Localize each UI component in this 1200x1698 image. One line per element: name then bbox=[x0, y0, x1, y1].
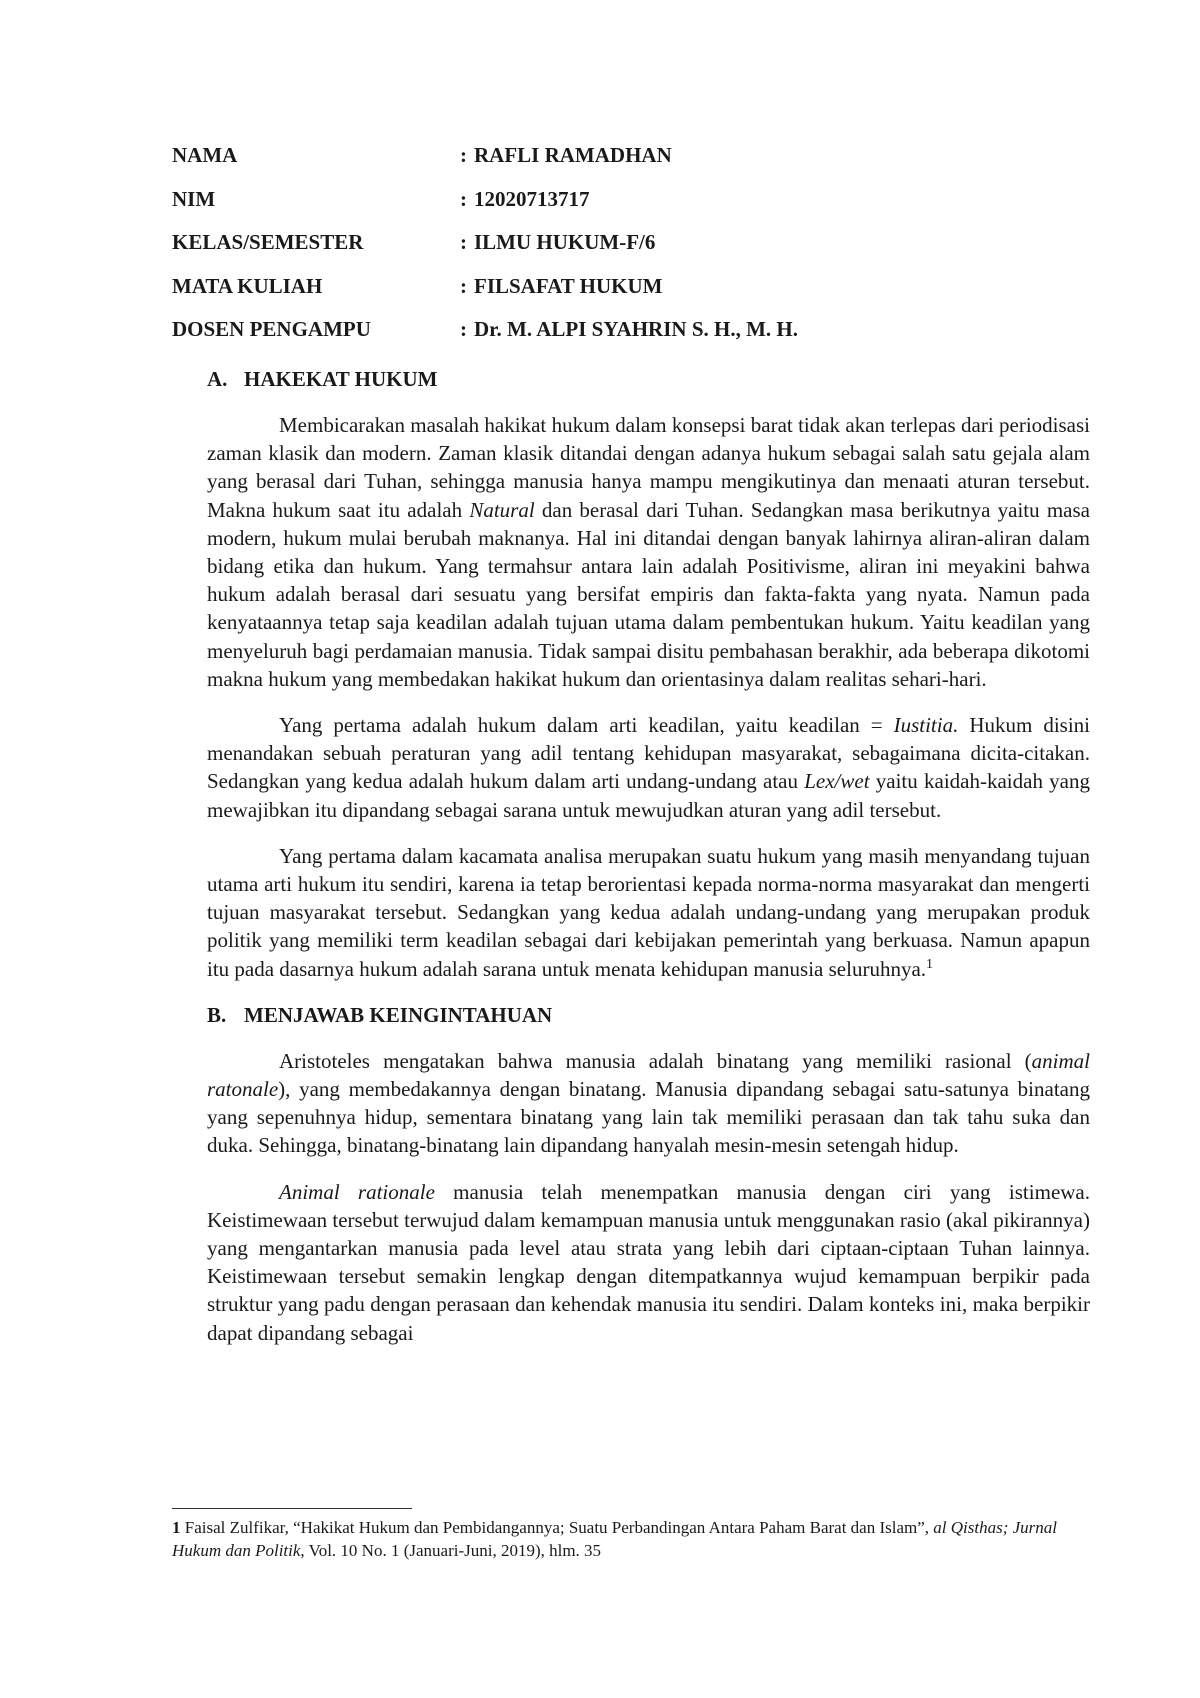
italic-term: Animal rationale bbox=[279, 1179, 435, 1204]
info-row-nama bbox=[172, 142, 1072, 186]
footnote-text: Faisal Zulfikar, “Hakikat Hukum dan Pembidangannya; Suatu Perbandingan Antara Paham Barat dan Islam”, bbox=[180, 1518, 934, 1537]
section-letter: B. bbox=[207, 1002, 227, 1027]
paragraph bbox=[207, 411, 1090, 693]
info-value: Dr. M. ALPI SYAHRIN S. H., M. H. bbox=[474, 317, 798, 341]
footnote-journal: al Qisthas; Jurnal Hukum dan Politik bbox=[172, 1518, 1058, 1560]
info-colon: : bbox=[460, 273, 467, 298]
italic-term: animal ratonale bbox=[207, 1048, 1090, 1102]
text-run: manusia telah menempatkan manusia dengan ciri yang istimewa. Keistimewaan tersebut terwujud dalam kemampuan manusia untuk menggunakan rasio (akal pikirannya) yang mengantarkan manusia pada level atau strata yang lebih dari ciptaan-ciptaan Tuhan lainnya. Keistimewaan tersebut semakin lengkap dengan ditempatkannya wujud kemampuan berpikir pada struktur yang padu dengan perasaan dan kehendak manusia itu sendiri. Dalam konteks ini, maka berpikir dapat dipandang sebagai bbox=[207, 1179, 1090, 1345]
section-a-heading bbox=[207, 365, 1090, 393]
italic-term: Lex/wet bbox=[804, 769, 870, 794]
footnote-reference[interactable]: 1 bbox=[926, 956, 934, 972]
info-colon: : bbox=[460, 317, 467, 341]
text-run: Yang pertama adalah hukum dalam arti keadilan, yaitu keadilan = bbox=[279, 713, 894, 738]
footnote bbox=[172, 1516, 1092, 1562]
italic-term: Iustitia. bbox=[893, 713, 959, 738]
text-run: Aristoteles mengatakan bahwa manusia adalah binatang yang memiliki rasional ( bbox=[279, 1048, 1032, 1073]
text-run: Hukum disini menandakan sebuah peraturan yang adil tentang kehidupan masyarakat, sebagaimana dicita-citakan. Sedangkan yang kedua adalah hukum dalam arti undang-undang atau bbox=[207, 713, 1090, 794]
info-colon: : bbox=[460, 230, 467, 254]
info-label: MATA KULIAH bbox=[172, 273, 323, 298]
paragraph bbox=[207, 1047, 1090, 1160]
section-title: HAKEKAT HUKUM bbox=[244, 367, 438, 391]
text-run: Membicarakan masalah hakikat hukum dalam konsepsi barat tidak akan terlepas dari periodisasi zaman klasik dan modern. Zaman klasik ditandai dengan adanya hukum sebagai salah satu gejala alam yang berasal dari Tuhan, sehingga manusia hanya mampu mengikutinya dan menaati aturan tersebut. Makna hukum saat itu adalah bbox=[207, 413, 1090, 522]
info-label: DOSEN PENGAMPU bbox=[172, 317, 371, 341]
info-value: 12020713717 bbox=[474, 186, 590, 211]
info-colon: : bbox=[460, 143, 467, 167]
footnote-number: 1 bbox=[172, 1518, 181, 1537]
info-label: NAMA bbox=[172, 143, 238, 167]
paragraph bbox=[207, 711, 1090, 824]
info-value: FILSAFAT HUKUM bbox=[474, 273, 663, 298]
info-row-dosen bbox=[172, 316, 1072, 360]
document-body bbox=[207, 365, 1090, 1365]
italic-term: Natural bbox=[469, 497, 535, 522]
info-label: KELAS/SEMESTER bbox=[172, 230, 364, 254]
paragraph bbox=[207, 842, 1090, 983]
section-title: MENJAWAB KEINGINTAHUAN bbox=[244, 1002, 553, 1027]
text-run: dan berasal dari Tuhan. Sedangkan masa berikutnya yaitu masa modern, hukum mulai berubah maknanya. Hal ini ditandai dengan banyak lahirnya aliran-aliran dalam bidang etika dan hukum. Yang termahsur antara lain adalah Positivisme, aliran ini meyakini bahwa hukum adalah berasal dari sesuatu yang bersifat empiris dan fakta-fakta yang nyata. Namun pada kenyataannya tetap saja keadilan adalah tujuan utama dalam pembentukan hukum. Yaitu keadilan yang menyeluruh bagi perdamaian manusia. Tidak sampai disitu pembahasan berakhir, ada beberapa dikotomi makna hukum yang membedakan hakikat hukum dan orientasinya dalam realitas sehari-hari. bbox=[207, 497, 1090, 691]
info-row-kelas bbox=[172, 229, 1072, 273]
info-colon: : bbox=[460, 186, 467, 211]
info-label: NIM bbox=[172, 186, 216, 211]
text-run: ), yang membedakannya dengan binatang. Manusia dipandang sebagai satu-satunya binatang yang sepenuhnya hidup, sementara binatang yang lain tak memiliki perasaan dan tak tahu suka dan duka. Sehingga, binatang-binatang lain dipandang hanyalah mesin-mesin setengah hidup. bbox=[207, 1077, 1090, 1158]
info-value: ILMU HUKUM-F/6 bbox=[474, 230, 656, 254]
text-run: yaitu kaidah-kaidah yang mewajibkan itu dipandang sebagai sarana untuk mewujudkan aturan yang adil tersebut. bbox=[207, 769, 1090, 822]
info-row-nim bbox=[172, 186, 1072, 230]
section-letter: A. bbox=[207, 367, 228, 391]
section-b-heading bbox=[207, 1001, 1090, 1029]
student-info-table bbox=[172, 142, 1072, 360]
text-run: Yang pertama dalam kacamata analisa merupakan suatu hukum yang masih menyandang tujuan utama arti hukum itu sendiri, karena ia tetap berorientasi kepada norma-norma masyarakat dan mengerti tujuan masyarakat tersebut. Sedangkan yang kedua adalah undang-undang yang merupakan produk politik yang memiliki term keadilan sebagai dari kebijakan pemerintah yang berkuasa. Namun apapun itu pada dasarnya hukum adalah sarana untuk menata kehidupan manusia seluruhnya. bbox=[207, 843, 1090, 981]
info-row-mata-kuliah bbox=[172, 273, 1072, 317]
info-value: RAFLI RAMADHAN bbox=[474, 143, 672, 167]
footnote-separator bbox=[172, 1508, 412, 1509]
footnote-text: , Vol. 10 No. 1 (Januari-Juni, 2019), hlm. 35 bbox=[300, 1541, 602, 1560]
paragraph bbox=[207, 1178, 1090, 1347]
